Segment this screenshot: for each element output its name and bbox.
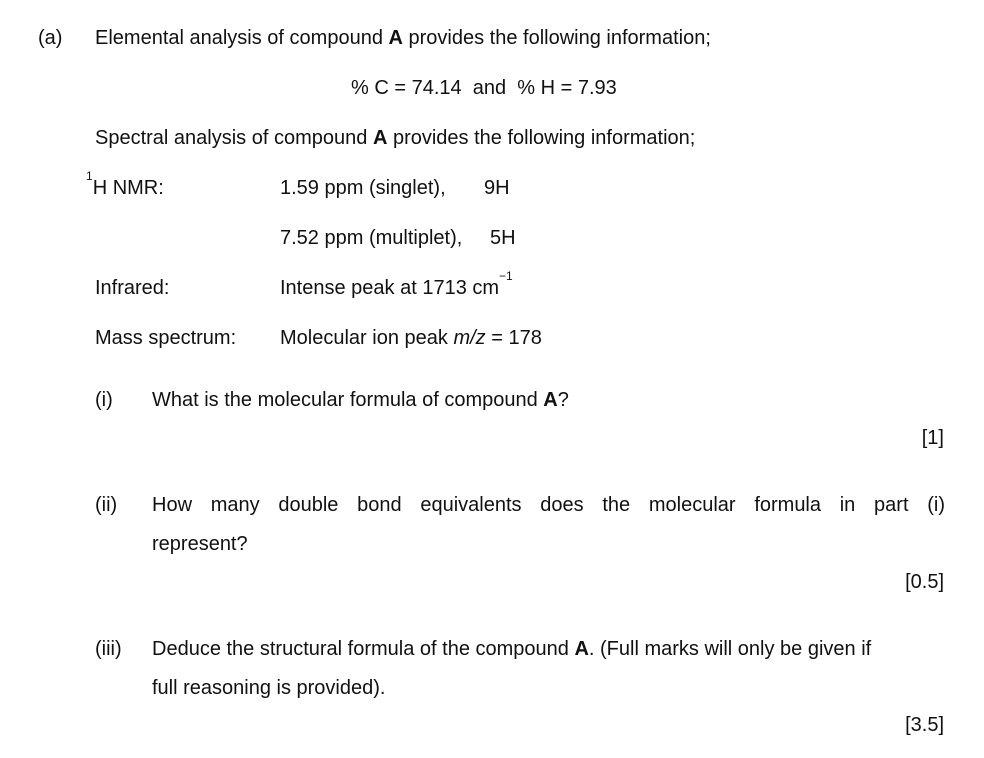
subpart-ii-word: many (210, 494, 260, 516)
subpart-i-marks: [1] (921, 427, 944, 449)
subpart-iii-post: . (Full marks will only be given if (588, 638, 872, 660)
subpart-ii-word: formula (754, 494, 822, 516)
part-label: (a) (38, 27, 63, 49)
mass-pre: Molecular ion peak (280, 327, 454, 349)
subpart-i-text (152, 388, 569, 412)
subpart-ii-word: double (278, 494, 339, 516)
subpart-i-post: ? (557, 389, 569, 411)
subpart-ii-word: bond (357, 494, 402, 516)
nmr-row2-count: 5H (490, 227, 516, 249)
mass-post: = 178 (485, 327, 542, 349)
subpart-iii-marks: [3.5] (905, 714, 944, 736)
subpart-iii-line2: full reasoning is provided). (152, 677, 386, 699)
spectral-pre: Spectral analysis of compound (95, 127, 373, 149)
subpart-ii-label: (ii) (95, 494, 118, 516)
infrared-label: Infrared: (95, 277, 170, 299)
spectral-intro (95, 126, 695, 150)
intro-post: provides the following information; (402, 27, 711, 49)
nmr-label-text: H NMR: (92, 177, 164, 199)
subpart-ii-line1 (152, 493, 945, 517)
infrared-value (280, 269, 513, 300)
subpart-iii-line1 (152, 637, 871, 661)
subpart-ii-word: (i) (927, 494, 945, 516)
composition-h: % H = 7.93 (517, 77, 617, 99)
subpart-iii-pre: Deduce the structural formula of the compound (152, 638, 575, 660)
subpart-ii-word: in (839, 494, 856, 516)
subpart-iii-compound: A (574, 638, 589, 660)
nmr-label-sup: 1 (86, 169, 93, 183)
spectral-post: provides the following information; (387, 127, 696, 149)
subpart-ii-word: part (874, 494, 909, 516)
nmr-label (86, 169, 164, 200)
infrared-value-text: Intense peak at 1713 cm (280, 277, 500, 299)
intro-text (95, 26, 711, 50)
intro-pre: Elemental analysis of compound (95, 27, 389, 49)
mass-mz: m/z (453, 327, 486, 349)
subpart-iii-label: (iii) (95, 638, 122, 660)
subpart-ii-marks: [0.5] (905, 571, 944, 593)
subpart-i-label: (i) (95, 389, 113, 411)
spectral-compound: A (372, 127, 388, 149)
subpart-ii-line2: represent? (152, 533, 248, 555)
composition-c: % C = 74.14 (351, 77, 462, 99)
subpart-ii-word: equivalents (420, 494, 522, 516)
nmr-row1-value: 1.59 ppm (singlet), (280, 177, 446, 199)
mass-label: Mass spectrum: (95, 327, 237, 349)
intro-compound: A (388, 27, 403, 49)
subpart-ii-word: does (540, 494, 584, 516)
subpart-ii-word: How (152, 494, 193, 516)
infrared-unit-sup: −1 (499, 269, 513, 283)
subpart-i-compound: A (543, 389, 558, 411)
nmr-row2-value: 7.52 ppm (multiplet), (280, 227, 463, 249)
mass-value (280, 326, 542, 350)
subpart-i-pre: What is the molecular formula of compound (152, 389, 544, 411)
composition-line (351, 76, 617, 100)
composition-and: and (472, 77, 507, 99)
subpart-ii-word: the (602, 494, 631, 516)
nmr-row1-count: 9H (484, 177, 510, 199)
subpart-ii-word: molecular (648, 494, 736, 516)
